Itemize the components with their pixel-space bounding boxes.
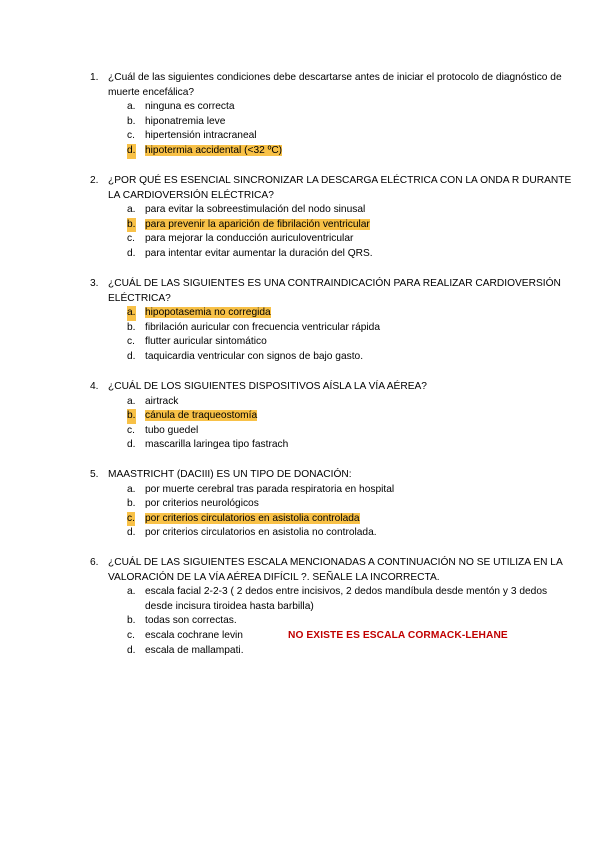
question-3: [90, 277, 580, 365]
question-number: 2.: [90, 175, 99, 186]
option-c: c. escala cochrane levin: [127, 629, 243, 641]
option-text: todas son correctas.: [145, 615, 237, 627]
option-text: para evitar la sobreestimulación del nodo sinusal: [145, 204, 366, 216]
question-number: 3.: [90, 278, 99, 289]
option-d: d. taquicardia ventricular con signos de bajo gasto.: [127, 350, 364, 362]
option-d: d. hipotermia accidental (<32 ºC): [127, 144, 580, 159]
question-number: 4.: [90, 381, 99, 392]
question-text: ¿CUÁL DE LAS SIGUIENTES ESCALA MENCIONADAS A CONTINUACIÓN NO SE UTILIZA EN LA VALORACIÓN DE LA VÍA AÉREA DIFÍCIL ?. SEÑALE LA INCORRECTA.: [108, 557, 563, 583]
option-text-highlighted: hipopotasemia no corregida: [145, 307, 271, 319]
option-text: escala de mallampati.: [145, 644, 244, 656]
option-text: taquicardia ventricular con signos de bajo gasto.: [145, 350, 364, 362]
option-d: d. escala de mallampati.: [127, 644, 244, 656]
option-a: a. ninguna es correcta: [127, 101, 235, 113]
option-c: c. para mejorar la conducción auriculoventricular: [127, 233, 354, 245]
option-a: a. hipopotasemia no corregida: [127, 306, 580, 321]
option-text: escala cochrane levin: [145, 629, 243, 641]
option-text: hiponatremia leve: [145, 115, 226, 127]
option-text: para mejorar la conducción auriculoventricular: [145, 233, 354, 245]
option-b: b. todas son correctas.: [127, 615, 237, 627]
option-c: c. tubo guedel: [127, 424, 199, 436]
option-list: [127, 203, 580, 261]
option-b: b. por criterios neurológicos: [127, 498, 259, 510]
question-2: [90, 174, 580, 262]
option-text-highlighted: cánula de traqueostomía: [145, 410, 258, 422]
option-d: d. por criterios circulatorios en asistolia no controlada.: [127, 527, 377, 539]
option-a: a. para evitar la sobreestimulación del nodo sinusal: [127, 204, 366, 216]
option-text: por criterios neurológicos: [145, 498, 259, 510]
option-text-highlighted: hipotermia accidental (<32 ºC): [145, 144, 283, 156]
option-text: escala facial 2-2-3 ( 2 dedos entre incisivos, 2 dedos mandíbula desde mentón y 3 dedos desde incisura tiroidea hasta barbilla): [145, 586, 548, 612]
option-text-highlighted: por criterios circulatorios en asistolia controlada: [145, 512, 360, 524]
question-text: ¿CUÁL DE LOS SIGUIENTES DISPOSITIVOS AÍSLA LA VÍA AÉREA?: [108, 381, 427, 392]
option-text: para intentar evitar aumentar la duración del QRS.: [145, 247, 373, 259]
question-5: [90, 468, 580, 541]
option-text: flutter auricular sintomático: [145, 336, 267, 348]
option-b: b. fibrilación auricular con frecuencia ventricular rápida: [127, 321, 380, 333]
option-text: fibrilación auricular con frecuencia ventricular rápida: [145, 321, 380, 333]
option-c: c. por criterios circulatorios en asistolia controlada: [127, 512, 580, 527]
question-text: ¿CUÁL DE LAS SIGUIENTES ES UNA CONTRAINDICACIÓN PARA REALIZAR CARDIOVERSIÓN ELÉCTRICA?: [108, 278, 561, 304]
question-number: 5.: [90, 469, 99, 480]
option-list: [127, 395, 580, 453]
answer-note: NO EXISTE ES ESCALA CORMACK-LEHANE: [288, 630, 508, 641]
option-c: c. flutter auricular sintomático: [127, 336, 267, 348]
question-number: 1.: [90, 72, 99, 83]
option-list: [127, 306, 580, 364]
option-text: hipertensión intracraneal: [145, 130, 257, 142]
option-list: [127, 585, 580, 658]
option-text-highlighted: para prevenir la aparición de fibrilación ventricular: [145, 218, 370, 230]
question-number: 6.: [90, 557, 99, 568]
option-text: tubo guedel: [145, 424, 199, 436]
option-d: d. para intentar evitar aumentar la duración del QRS.: [127, 247, 373, 259]
option-a: a. por muerte cerebral tras parada respiratoria en hospital: [127, 483, 395, 495]
option-a: a. airtrack: [127, 395, 179, 407]
option-text: por muerte cerebral tras parada respiratoria en hospital: [145, 483, 395, 495]
question-1: [90, 71, 580, 159]
option-c: c. hipertensión intracraneal: [127, 130, 257, 142]
option-b: b. cánula de traqueostomía: [127, 409, 580, 424]
option-d: d. mascarilla laringea tipo fastrach: [127, 439, 289, 451]
option-b: b. hiponatremia leve: [127, 115, 226, 127]
question-text: ¿POR QUÉ ES ESENCIAL SINCRONIZAR LA DESCARGA ELÉCTRICA CON LA ONDA R DURANTE LA CARDIOVERSIÓN ELÉCTRICA?: [108, 175, 572, 201]
option-b: b. para prevenir la aparición de fibrilación ventricular: [127, 218, 580, 233]
question-text: MAASTRICHT (DACIII) ES UN TIPO DE DONACIÓN:: [108, 469, 352, 480]
option-text: mascarilla laringea tipo fastrach: [145, 439, 289, 451]
option-text: airtrack: [145, 395, 179, 407]
option-a: a. escala facial 2-2-3 ( 2 dedos entre incisivos, 2 dedos mandíbula desde mentón y 3 dedos desde incisura tiroidea hasta barbilla): [127, 586, 548, 612]
question-4: [90, 380, 580, 453]
option-text: ninguna es correcta: [145, 101, 235, 113]
option-list: [127, 100, 580, 158]
option-text: por criterios circulatorios en asistolia no controlada.: [145, 527, 377, 539]
question-text: ¿Cuál de las siguientes condiciones debe descartarse antes de iniciar el protocolo de diagnóstico de muerte encefálica?: [108, 72, 562, 98]
option-list: [127, 483, 580, 541]
